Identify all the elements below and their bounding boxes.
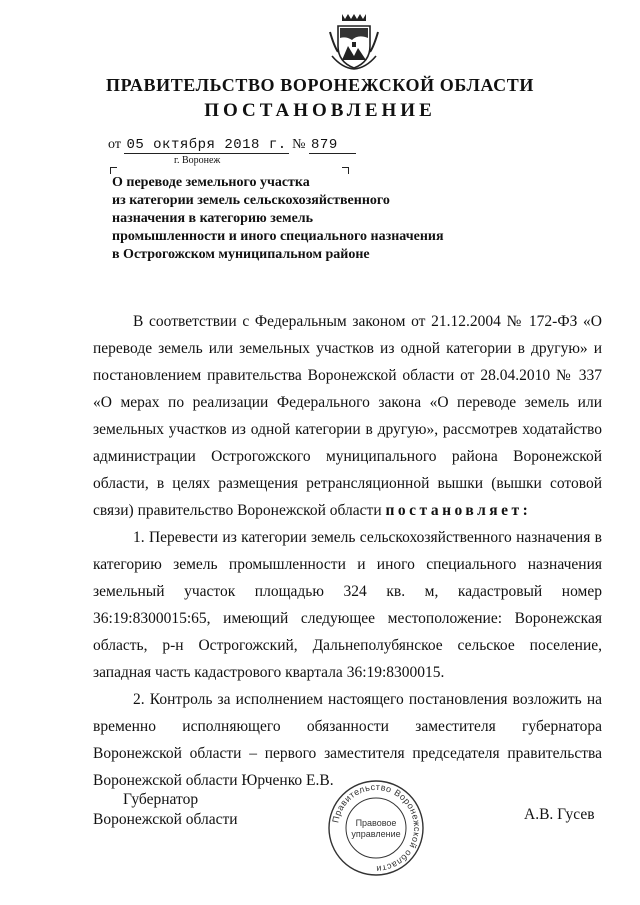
round-stamp: [326, 778, 426, 878]
decree-word: постановляет:: [385, 502, 532, 519]
subject-line: в Острогожском муниципальном районе: [112, 247, 370, 262]
organization-title: ПРАВИТЕЛЬСТВО ВОРОНЕЖСКОЙ ОБЛАСТИ: [106, 75, 534, 95]
subject-block: [112, 174, 512, 264]
item-1-paragraph: 1. Перевести из категории земель сельскохозяйственного назначения в категорию земель промышленности и иного специального назначения земельный участок площадью 324 кв. м, кадастровый номер 36:19:8300015:65, имеющий следующее местоположение: Воронежская область, р-н Острогожский, Дальнеполубянское сельское поселение, западная часть кадастрового квартала 36:19:8300015.: [93, 529, 602, 681]
stamp-outer-text: Правительство Воронежской области: [330, 781, 423, 875]
item-2-paragraph: 2. Контроль за исполнением настоящего постановления возложить на временно исполняющего обязанности заместителя губернатора Воронежской области – первого заместителя председателя правительства Воронежской области Юрченко Е.В.: [93, 691, 602, 789]
stamp-inner-line1: Правовое: [355, 818, 397, 828]
subject-line: назначения в категорию земель: [112, 211, 314, 226]
subject-line: О переводе земельного участка: [112, 175, 310, 190]
stamp-inner-line2: управление: [351, 829, 401, 839]
coat-of-arms-icon: [328, 12, 380, 70]
svg-text:Правительство Воронежской обла: [330, 782, 422, 874]
number-prefix: №: [292, 137, 306, 152]
date-number-row: [108, 137, 356, 153]
signatory-title: [93, 790, 238, 830]
preamble-text: В соответствии с Федеральным законом от 21.12.2004 № 172-ФЗ «О переводе земель или земельных участков из одной категории в другую» и постановлением правительства Воронежской области от 28.04.2010 № 337 «О мерах по реализации Федерального закона «О переводе земель или земельных участков из одной категории в другую», рассмотрев ходатайство администрации Острогожского муниципального района Воронежской области, в целях размещения ретрансляционной вышки (вышки сотовой связи) правительство Воронежской области: [93, 313, 602, 519]
subject-line: из категории земель сельскохозяйственного: [112, 193, 390, 208]
signatory-title-line1: Губернатор: [123, 791, 199, 808]
date-prefix: от: [108, 137, 121, 152]
signatory-title-line2: Воронежской области: [93, 811, 238, 828]
signatory-name: А.В. Гусев: [524, 806, 595, 823]
preamble-paragraph: [93, 308, 602, 524]
subject-corner-right: [342, 167, 349, 174]
subject-corner-left: [110, 167, 117, 174]
subject-line: промышленности и иного специального назначения: [112, 229, 444, 244]
document-number: 879: [309, 137, 356, 154]
document-type-title: ПОСТАНОВЛЕНИЕ: [204, 100, 436, 121]
document-body: [93, 308, 602, 794]
city-label: г. Воронеж: [174, 155, 221, 166]
document-date: 05 октября 2018 г.: [126, 137, 287, 153]
